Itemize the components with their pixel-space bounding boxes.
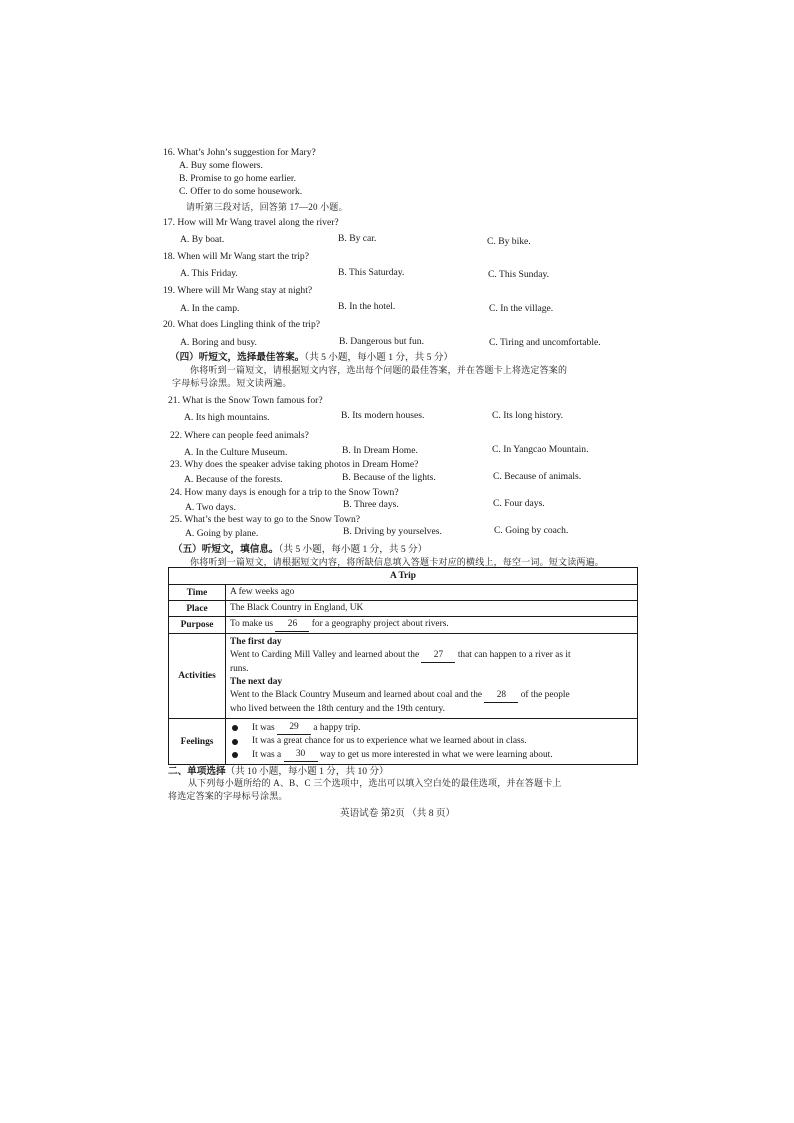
purpose-value: [226, 617, 637, 633]
question-23-option-a: A. Because of the forests.: [184, 474, 283, 485]
question-21-option-b: B. Its modern houses.: [341, 410, 425, 421]
activities-label: Activities: [169, 634, 226, 718]
part-2-title: 二、单项选择: [168, 766, 226, 777]
feeling-item-2: [230, 735, 633, 748]
question-23-option-c: C. Because of animals.: [493, 471, 582, 482]
section-5-title: （五）听短文，填信息。: [173, 544, 279, 555]
question-16-option-a: A. Buy some flowers.: [179, 160, 263, 171]
section-5-heading: [173, 541, 427, 555]
activities-value: [226, 634, 637, 718]
question-23-option-b: B. Because of the lights.: [342, 472, 436, 483]
part-2-instruction-line1: 从下列每小题所给的 A、B、C 三个选项中，选出可以填入空白处的最佳选项，并在答题卡上: [188, 778, 562, 788]
page-footer: 英语试卷 第2页 （共 8 页）: [340, 808, 456, 819]
day1-text-before: Went to Carding Mill Valley and learned about the: [230, 650, 420, 660]
section-4-instruction-line1: 你将听到一篇短文，请根据短文内容，选出每个问题的最佳答案，并在答题卡上将选定答案的: [190, 365, 568, 375]
section-4-title: （四）听短文，选择最佳答案。: [170, 352, 305, 363]
day1-title: The first day: [230, 637, 282, 647]
part-2-heading: [168, 763, 389, 777]
feeling-1-text-after: a happy trip.: [313, 722, 361, 733]
question-20-stem: 20. What does Lingling think of the trip?: [163, 319, 321, 330]
question-24-option-c: C. Four days.: [493, 498, 545, 509]
section-4-heading: [170, 349, 453, 363]
feeling-3-text-after: way to get us more interested in what we were learning about.: [319, 749, 553, 760]
feeling-1-text-before: It was: [252, 722, 275, 733]
question-18-option-c: C. This Sunday.: [488, 269, 550, 280]
question-16-option-c: C. Offer to do some housework.: [179, 186, 303, 197]
day2-text-after: of the people: [520, 690, 570, 700]
blank-26[interactable]: 26: [275, 618, 309, 632]
bullet-icon: [232, 739, 238, 745]
question-24-stem: 24. How many days is enough for a trip to the Snow Town?: [170, 487, 399, 498]
day1-continuation: runs.: [230, 664, 249, 674]
trip-info-table: [168, 567, 638, 765]
table-row-feelings: [169, 718, 637, 764]
time-label: Time: [169, 585, 226, 600]
place-label: Place: [169, 601, 226, 616]
question-18-option-a: A. This Friday.: [180, 268, 238, 279]
table-row-time: [169, 584, 637, 600]
question-21-stem: 21. What is the Snow Town famous for?: [168, 395, 323, 406]
place-value: The Black Country in England, UK: [230, 603, 364, 613]
question-19-option-a: A. In the camp.: [180, 303, 240, 314]
question-17-option-a: A. By boat.: [180, 234, 225, 245]
day2-continuation: who lived between the 18th century and the 19th century.: [230, 704, 445, 714]
day1-text-after: that can happen to a river as it: [457, 650, 571, 660]
purpose-label: Purpose: [169, 617, 226, 633]
question-25-stem: 25. What’s the best way to go to the Snow Town?: [170, 514, 361, 525]
question-24-option-a: A. Two days.: [185, 502, 236, 513]
feeling-2-text: It was a great chance for us to experience what we learned about in class.: [252, 736, 527, 746]
question-17-stem: 17. How will Mr Wang travel along the river?: [163, 217, 339, 228]
listening-instruction-17: 请听第三段对话，回答第 17—20 小题。: [186, 202, 348, 212]
part-2-instruction-line2: 将选定答案的字母标号涂黑。: [168, 791, 288, 801]
feeling-item-3: [230, 748, 633, 762]
question-18-stem: 18. When will Mr Wang start the trip?: [163, 251, 309, 262]
question-22-option-c: C. In Yangcao Mountain.: [492, 444, 589, 455]
table-title: A Trip: [390, 571, 416, 581]
question-18-option-b: B. This Saturday.: [338, 267, 405, 278]
blank-30[interactable]: 30: [284, 748, 318, 762]
blank-27[interactable]: 27: [421, 649, 455, 663]
feeling-3-text-before: It was a: [252, 749, 282, 760]
table-row-purpose: [169, 616, 637, 633]
day2-line: [230, 689, 633, 703]
question-23-stem: 23. Why does the speaker advise taking photos in Dream Home?: [170, 459, 419, 470]
purpose-text-before: To make us: [230, 619, 274, 629]
bullet-icon: [232, 725, 238, 731]
section-5-detail: （共 5 小题，每小题 1 分，共 5 分）: [278, 544, 428, 555]
question-20-option-b: B. Dangerous but fun.: [339, 336, 424, 347]
question-22-stem: 22. Where can people feed animals?: [170, 430, 309, 441]
question-17-option-c: C. By bike.: [487, 236, 531, 247]
question-20-option-c: C. Tiring and uncomfortable.: [489, 337, 601, 348]
day2-text-before: Went to the Black Country Museum and learned about coal and the: [230, 690, 483, 700]
bullet-icon: [232, 752, 238, 758]
blank-28[interactable]: 28: [484, 689, 518, 703]
feeling-item-1: [230, 721, 633, 735]
blank-29[interactable]: 29: [277, 721, 311, 735]
day2-title: The next day: [230, 677, 283, 687]
question-21-option-c: C. Its long history.: [492, 410, 564, 421]
section-5-instruction: 你将听到一篇短文，请根据短文内容，将所缺信息填入答题卡对应的横线上，每空一词。短文读两遍。: [190, 557, 605, 567]
section-4-instruction-line2: 字母标号涂黑。短文读两遍。: [172, 378, 292, 388]
table-row-place: [169, 600, 637, 616]
question-19-option-b: B. In the hotel.: [338, 301, 396, 312]
question-16-stem: 16. What’s John’s suggestion for Mary?: [163, 147, 316, 158]
question-25-option-c: C. Going by coach.: [494, 525, 569, 536]
table-row-activities: [169, 633, 637, 718]
question-21-option-a: A. Its high mountains.: [184, 412, 270, 423]
question-16-option-b: B. Promise to go home earlier.: [179, 173, 296, 184]
question-17-option-b: B. By car.: [338, 233, 377, 244]
question-22-option-b: B. In Dream Home.: [342, 445, 418, 456]
purpose-text-after: for a geography project about rivers.: [311, 619, 449, 629]
feelings-label: Feelings: [169, 719, 226, 764]
question-25-option-a: A. Going by plane.: [185, 528, 259, 539]
feelings-value: [226, 719, 637, 764]
time-value: A few weeks ago: [230, 587, 295, 597]
section-4-detail: （共 5 小题，每小题 1 分，共 5 分）: [304, 352, 454, 363]
part-2-detail: （共 10 小题，每小题 1 分，共 10 分）: [225, 766, 389, 777]
question-24-option-b: B. Three days.: [343, 499, 399, 510]
question-25-option-b: B. Driving by yourselves.: [343, 526, 442, 537]
question-19-option-c: C. In the village.: [489, 303, 554, 314]
question-19-stem: 19. Where will Mr Wang stay at night?: [163, 285, 313, 296]
day1-line: [230, 649, 633, 663]
question-22-option-a: A. In the Culture Museum.: [184, 447, 288, 458]
question-20-option-a: A. Boring and busy.: [180, 337, 257, 348]
